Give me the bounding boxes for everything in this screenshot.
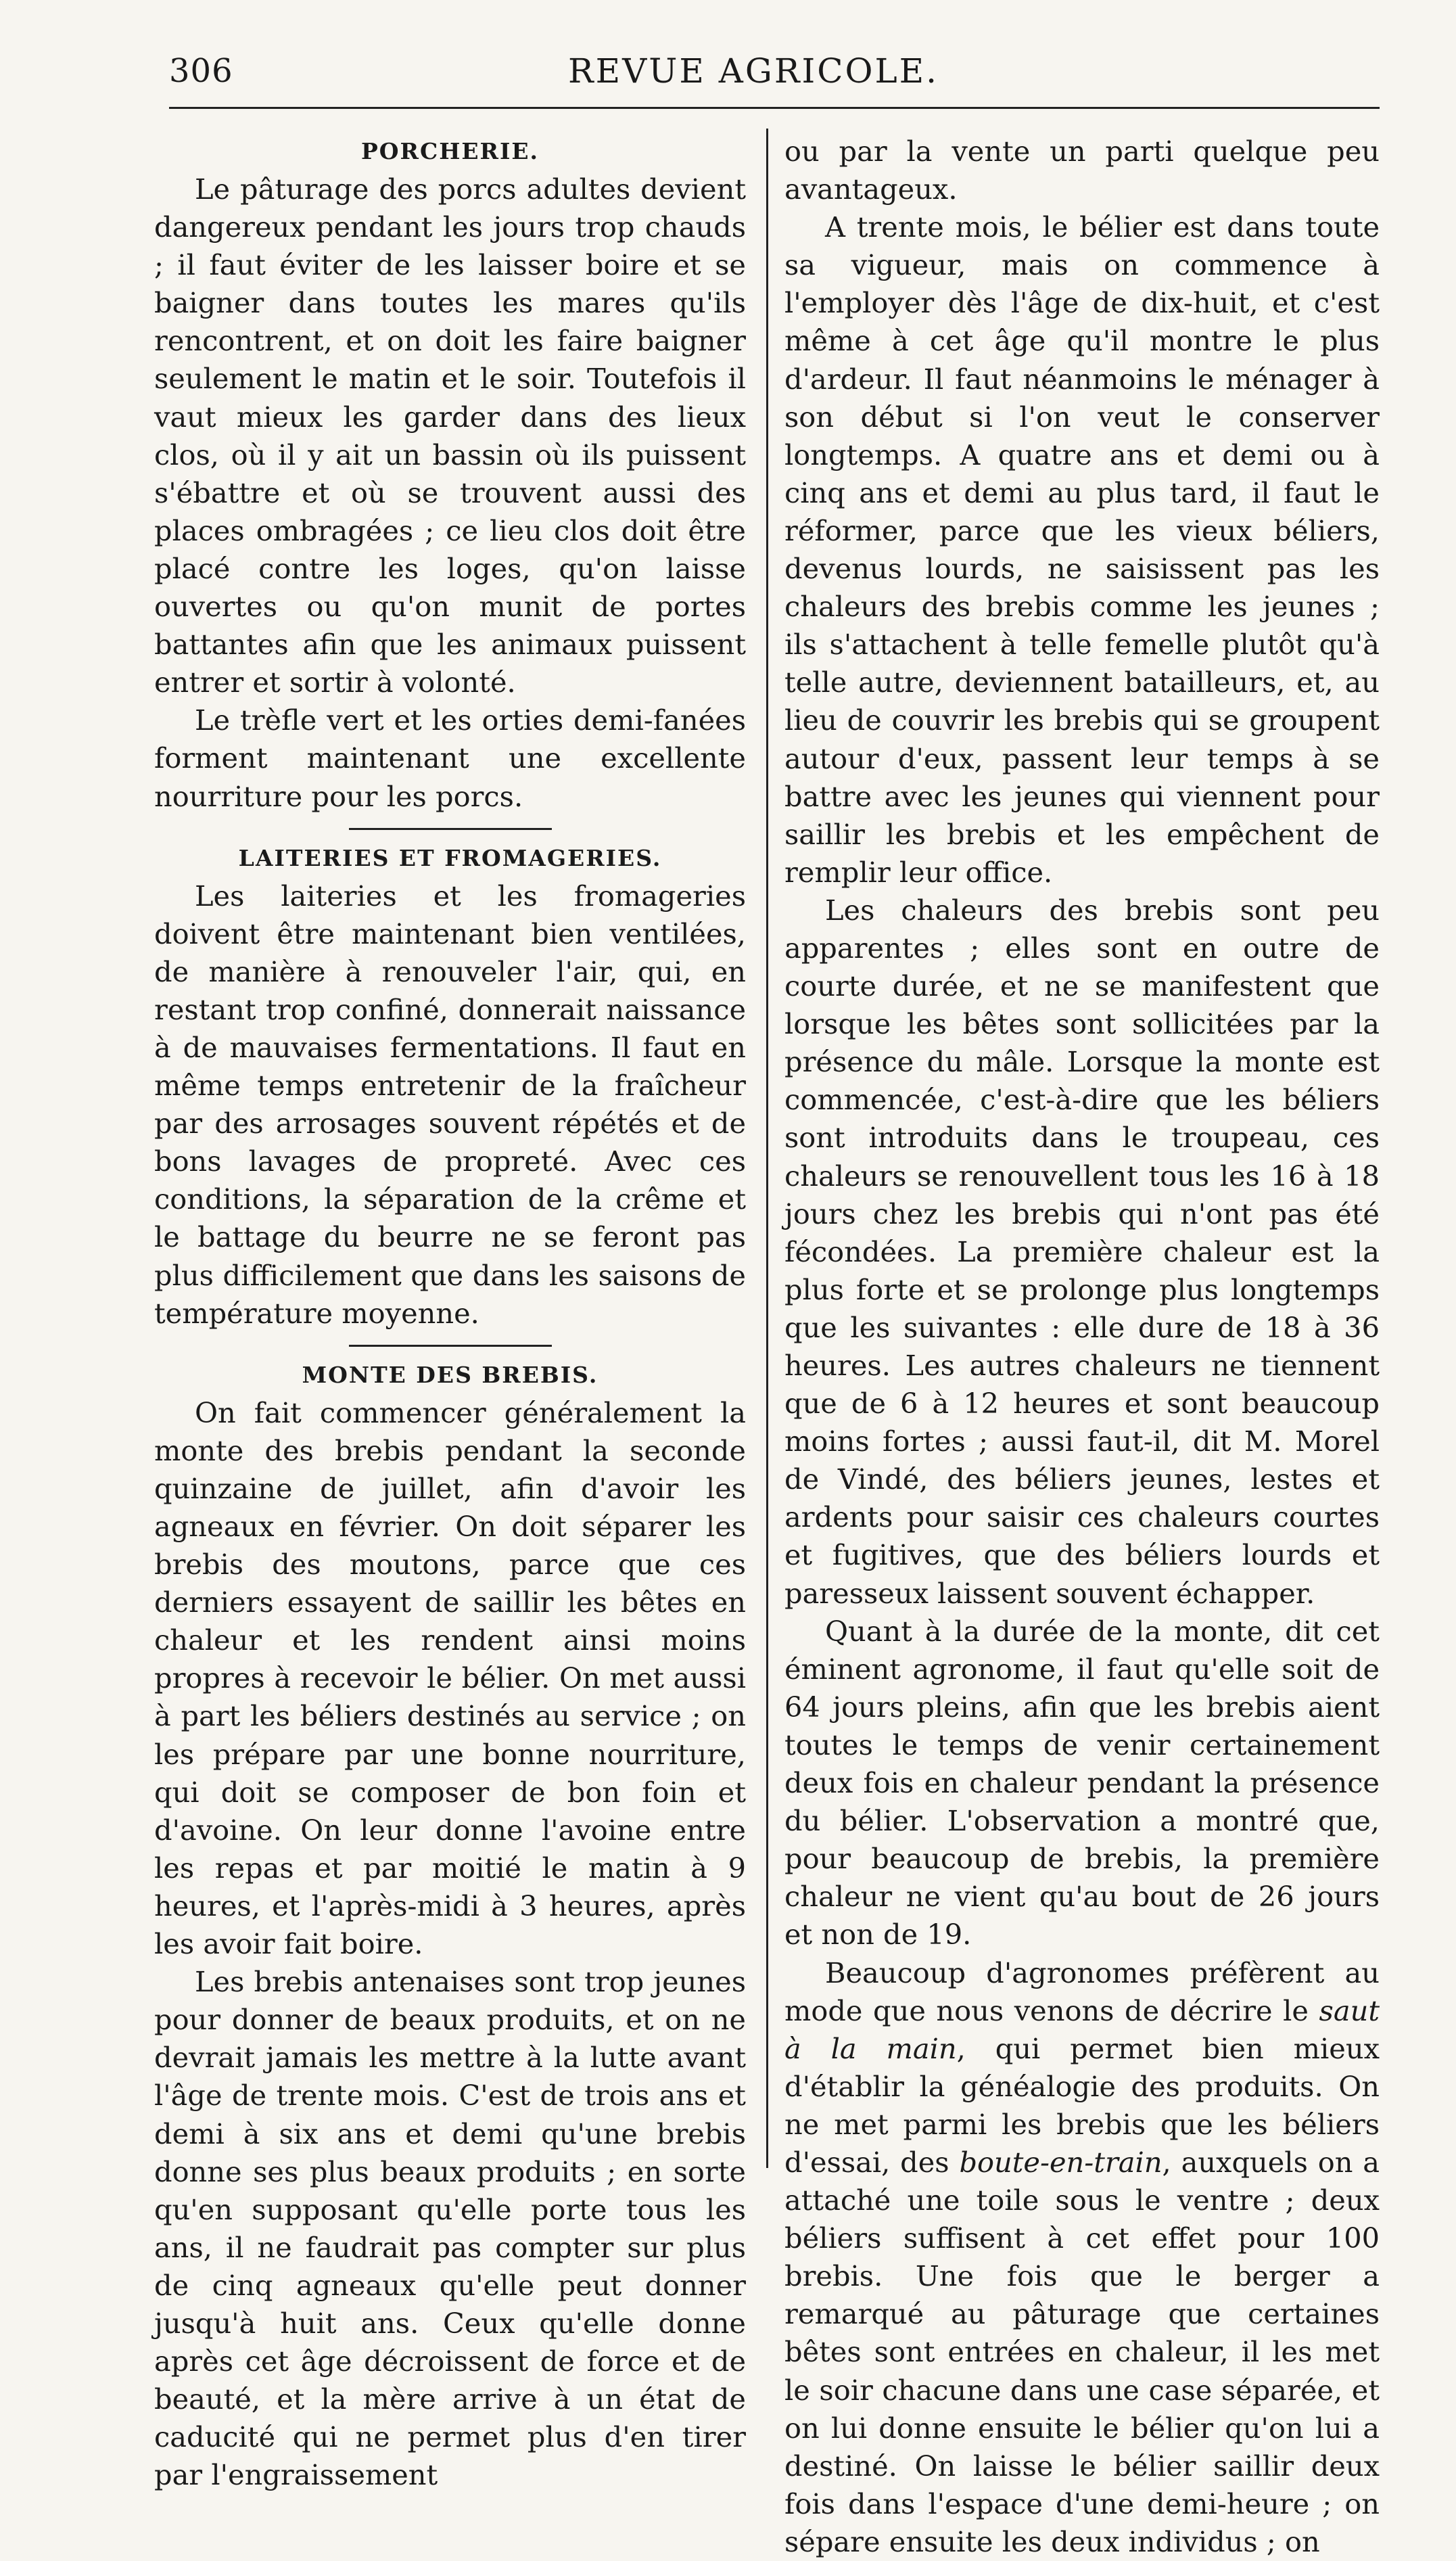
header-rule (169, 107, 1380, 109)
section-heading-monte-des-brebis: MONTE DES BREBIS. (154, 1356, 746, 1394)
paragraph: Les chaleurs des brebis sont peu apparentes ; elles sont en outre de courte durée, et ne se manifestent que lorsque les bêtes sont sollicitées par la présence du mâle. Lorsque la monte est commencée, c'est-à-dire que les béliers sont introduits dans le troupeau, ces chaleurs se renouvellent tous les 16 à 18 jours chez les brebis qui n'ont pas été fécondées. La première chaleur est la plus forte et se prolonge plus longtemps que les suivantes : elle dure de 18 à 36 heures. Les autres chaleurs ne tiennent que de 6 à 12 heures et sont beaucoup moins fortes ; aussi faut-il, dit M. Morel de Vindé, des béliers jeunes, lestes et ardents pour saisir ces chaleurs courtes et fugitives, que des béliers lourds et paresseux laissent souvent échapper. (784, 892, 1380, 1613)
section-heading-laiteries: LAITERIES ET FROMAGERIES. (154, 839, 746, 877)
section-separator (349, 828, 552, 830)
paragraph-saut-a-la-main (784, 1954, 1380, 2561)
text-run: , auxquels on a attaché une toile sous le ventre ; deux béliers suffisent à cet effet pour 100 brebis. Une fois que le berger a remarqué au pâturage que certaines bêtes sont entrées en chaleur, il les met le soir chacune dans une case séparée, et on lui donne ensuite le bélier qu'on lui a destiné. On laisse le bélier saillir deux fois dans l'espace d'une demi-heure ; on sépare ensuite les deux individus ; on (784, 2146, 1380, 2558)
paragraph: Quant à la durée de la monte, dit cet éminent agronome, il faut qu'elle soit de 64 jours pleins, afin que les brebis aient toutes le temps de venir certainement deux fois en chaleur pendant la présence du bélier. L'observation a montré que, pour beaucoup de brebis, la première chaleur ne vient qu'au bout de 26 jours et non de 19. (784, 1613, 1380, 1954)
section-heading-porcherie: PORCHERIE. (154, 133, 746, 170)
paragraph: Les laiteries et les fromageries doivent être maintenant bien ventilées, de manière à renouveler l'air, qui, en restant trop confiné, donnerait naissance à de mauvaises fermentations. Il faut en même temps entretenir de la fraîcheur par des arrosages souvent répétés et de bons lavages de propreté. Avec ces conditions, la séparation de la crême et le battage du beurre ne se feront pas plus difficilement que dans les saisons de température moyenne. (154, 877, 746, 1333)
text-run: , qui permet bien mieux d'établir la généalogie des produits. On ne met parmi les brebis que les béliers d'essai, des (784, 2032, 1380, 2179)
left-column (154, 133, 746, 2162)
right-column (784, 133, 1380, 2162)
page-number: 306 (169, 52, 233, 90)
paragraph: On fait commencer généralement la monte des brebis pendant la seconde quinzaine de juillet, afin d'avoir les agneaux en février. On doit séparer les brebis des moutons, parce que ces derniers essayent de saillir les bêtes en chaleur et les rendent ainsi moins propres à recevoir le bélier. On met aussi à part les béliers destinés au service ; on les prépare par une bonne nourriture, qui doit se composer de bon foin et d'avoine. On leur donne l'avoine entre les repas et par moitié le matin à 9 heures, et l'après-midi à 3 heures, après les avoir fait boire. (154, 1394, 746, 1963)
text-run: Beaucoup d'agronomes préfèrent au mode que nous venons de décrire le (784, 1956, 1380, 2027)
italic-term: saut à la main (784, 1994, 1380, 2065)
page-header (169, 47, 1380, 95)
section-separator (349, 1345, 552, 1347)
paragraph: Les brebis antenaises sont trop jeunes pour donner de beaux produits, et on ne devrait jamais les mettre à la lutte avant l'âge de trente mois. C'est de trois ans et demi à six ans et demi qu'une brebis donne ses plus beaux produits ; en sorte qu'en supposant qu'elle porte tous les ans, il ne faudrait pas compter sur plus de cinq agneaux qu'elle peut donner jusqu'à huit ans. Ceux qu'elle donne après cet âge décroissent de force et de beauté, et la mère arrive à un état de caducité qui ne permet plus d'en tirer par l'engraissement (154, 1963, 746, 2494)
paragraph: Le trèfle vert et les orties demi-fanées forment maintenant une excellente nourriture pour les porcs. (154, 701, 746, 815)
continued-paragraph: ou par la vente un parti quelque peu avantageux. (784, 133, 1380, 208)
paragraph: A trente mois, le bélier est dans toute sa vigueur, mais on commence à l'employer dès l'âge de dix-huit, et c'est même à cet âge qu'il montre le plus d'ardeur. Il faut néanmoins le ménager à son début si l'on veut le conserver longtemps. A quatre ans et demi ou à cinq ans et demi au plus tard, il faut le réformer, parce que les vieux béliers, devenus lourds, ne saisissent pas les chaleurs des brebis comme les jeunes ; ils s'attachent à telle femelle plutôt qu'à telle autre, deviennent batailleurs, et, au lieu de couvrir les brebis qui se groupent autour d'eux, passent leur temps à se battre avec les jeunes qui viennent pour saillir les brebis et les empêchent de remplir leur office. (784, 208, 1380, 892)
paragraph: Le pâturage des porcs adultes devient dangereux pendant les jours trop chauds ; il faut éviter de les laisser boire et se baigner dans toutes les mares qu'ils rencontrent, et on doit les faire baigner seulement le matin et le soir. Toutefois il vaut mieux les garder dans des lieux clos, où il y ait un bassin où ils puissent s'ébattre et où se trouvent aussi des places ombragées ; ce lieu clos doit être placé contre les loges, qu'on laisse ouvertes ou qu'on munit de portes battantes afin que les animaux puissent entrer et sortir à volonté. (154, 170, 746, 701)
italic-term: boute-en-train (959, 2146, 1162, 2179)
running-title: REVUE AGRICOLE. (568, 47, 1380, 95)
column-divider (766, 129, 768, 2168)
